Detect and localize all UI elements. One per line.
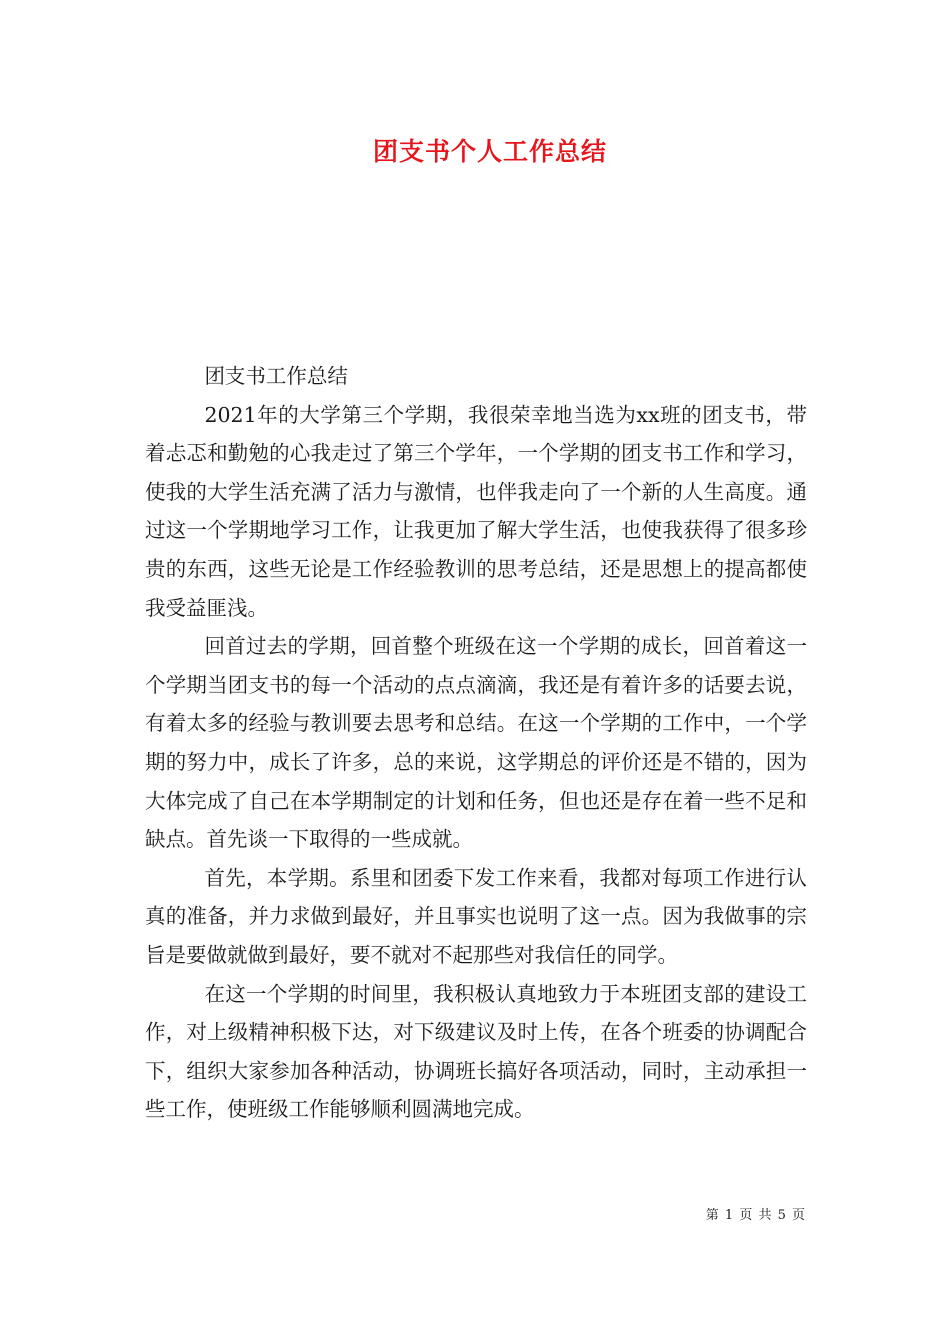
paragraph-1: 2021年的大学第三个学期，我很荣幸地当选为xx班的团支书，带着忐忑和勤勉的心我走过了第三个学年，一个学期的团支书工作和学习，使我的大学生活充满了活力与激情，也伴我走向了一个新的人生高度。通过这一个学期地学习工作，让我更加了解大学生活，也使我获得了很多珍贵的东西，这些无论是工作经验教训的思考总结，还是思想上的提高都使我受益匪浅。 <box>145 402 807 620</box>
document-title: 团支书个人工作总结 <box>372 137 607 166</box>
page-number-footer: 第 1 页 共 5 页 <box>705 1208 806 1223</box>
paragraph-2: 回首过去的学期，回首整个班级在这一个学期的成长，回首着这一个学期当团支书的每一个活动的点点滴滴，我还是有着许多的话要去说，有着太多的经验与教训要去思考和总结。在这一个学期的工作中，一个学期的努力中，成长了许多，总的来说，这学期总的评价还是不错的，因为大体完成了自己在本学期制定的计划和任务，但也还是存在着一些不足和缺点。首先谈一下取得的一些成就。 <box>145 634 807 852</box>
document-body <box>145 357 807 1129</box>
paragraph-3: 首先，本学期。系里和团委下发工作来看，我都对每项工作进行认真的准备，并力求做到最好，并且事实也说明了这一点。因为我做事的宗旨是要做就做到最好，要不就对不起那些对我信任的同学。 <box>145 865 807 967</box>
paragraph-4: 在这一个学期的时间里，我积极认真地致力于本班团支部的建设工作，对上级精神积极下达，对下级建议及时上传，在各个班委的协调配合下，组织大家参加各种活动，协调班长搞好各项活动，同时，主动承担一些工作，使班级工作能够顺利圆满地完成。 <box>145 981 807 1122</box>
paragraph-heading: 团支书工作总结 <box>204 364 348 388</box>
